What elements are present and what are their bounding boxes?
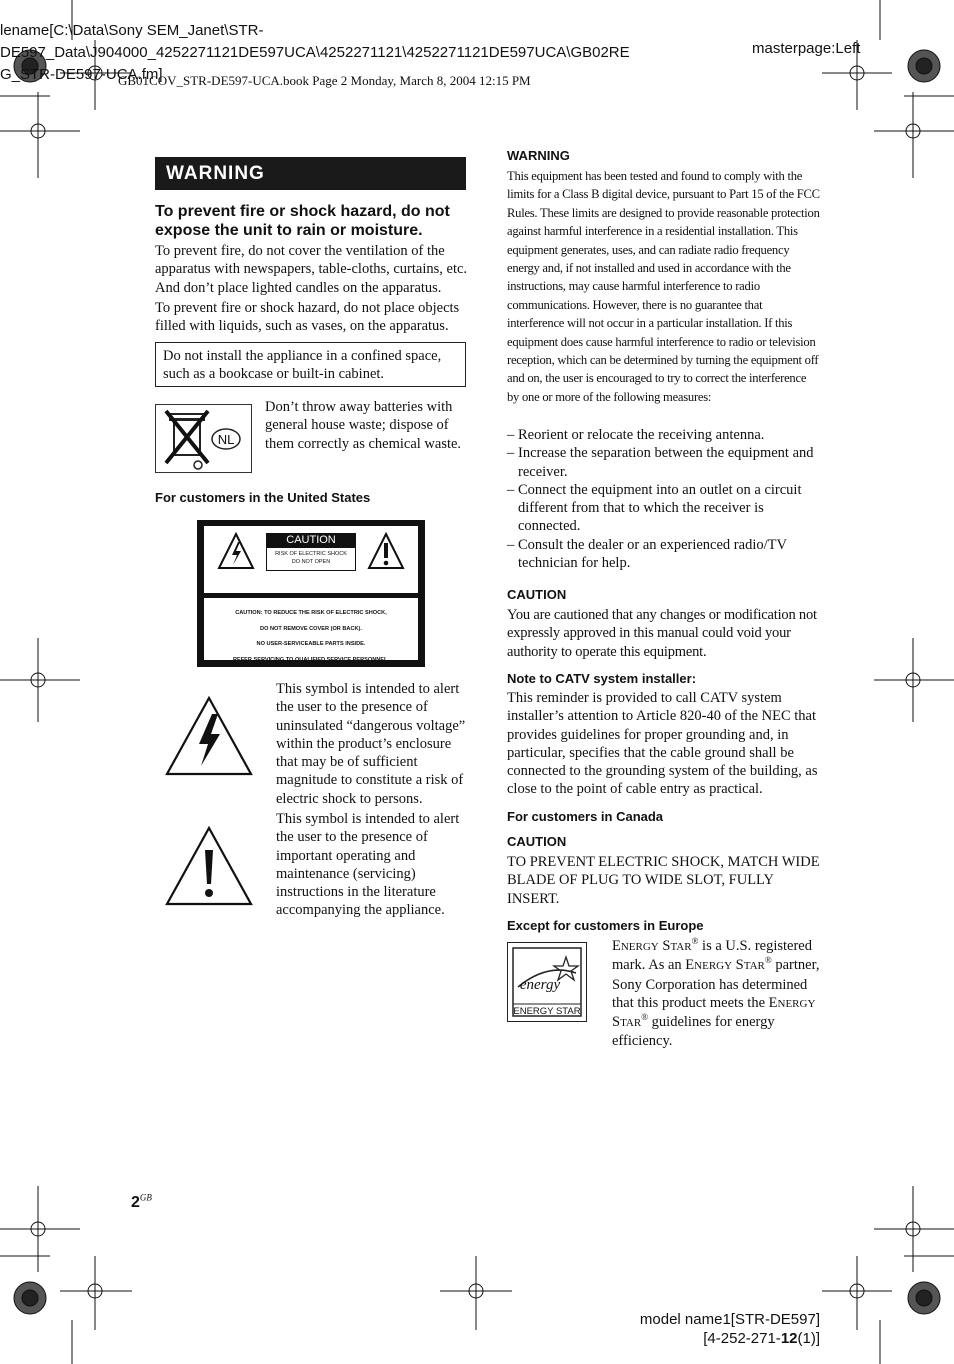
voltage-symbol-text: This symbol is intended to alert the user to the presence of uninsulated “dangerous voltage” within the product’s enclosure that may be of sufficient magnitude to constitute a risk of electric shock to persons. [276,681,466,807]
caution-label-line3: NO USER-SERVICEABLE PARTS INSIDE. [256,641,366,647]
caution-risk-line2: DO NOT OPEN [291,559,331,565]
exclamation-warning-icon [367,532,405,570]
canada-caution-heading: CAUTION [507,834,567,849]
battery-disposal-icon [155,404,252,473]
ventilation-paragraph: To prevent fire, do not cover the ventilation of the apparatus with newspapers, table-cloths, curtains, etc. And don’t place lighted candles on the apparatus. [155,243,468,296]
instructions-symbol-text: This symbol is intended to alert the user to the presence of important operating and maintenance (servicing) instructions in the literature accompanying the appliance. [276,811,460,919]
measures-list [507,426,821,572]
warning-title-bar: WARNING [155,157,466,190]
model-info [600,1310,820,1348]
installation-note-box: Do not install the appliance in a confined space, such as a bookcase or built-in cabinet. [155,342,466,387]
battery-disposal-text: Don’t throw away batteries with general house waste; dispose of them correctly as chemical waste. [265,399,462,452]
list-item: – Reorient or relocate the receiving antenna. [507,427,765,443]
model-line1: model name1[STR-DE597] [639,1311,820,1328]
caution-label-line1: CAUTION: TO REDUCE THE RISK OF ELECTRIC SHOCK, [235,610,387,616]
caution-heading: CAUTION [507,587,567,602]
catv-heading: Note to CATV system installer: [507,671,697,686]
energy-star-logo [507,942,587,1022]
battery-badge-text: NL [217,432,235,447]
canada-caution-text: TO PREVENT ELECTRIC SHOCK, MATCH WIDE BLADE OF PLUG TO WIDE SLOT, FULLY INSERT. [507,854,820,907]
fcc-warning-heading: WARNING [507,148,570,163]
model-line2: [4-252-271-12(1)] [703,1330,820,1347]
energy-logo-script: energy [519,977,561,993]
fire-shock-heading: To prevent fire or shock hazard, do not expose the unit to rain or moisture. [155,203,450,239]
list-item: – Consult the dealer or an experienced radio/TV technician for help. [507,536,787,572]
list-item: – Increase the separation between the equipment and receiver. [507,445,814,480]
energy-logo-label: ENERGY STAR [513,1006,581,1017]
masterpage-label: masterpage:Left [752,40,861,57]
dangerous-voltage-icon [165,696,253,776]
file-path-header: lename[C:\Data\Sony SEM_Janet\STR- DE597_Data\J904000_4252271121DE597UCA\4252271121\4252271121DE597UCA\GB02RE G_STR-DE597-UCA.fm] [0,22,630,83]
exclamation-symbol-icon [165,826,253,906]
energy-star-text: ENERGY STAR® is a U.S. registered mark. As an ENERGY STAR® partner, Sony Corporation has determined that this product meets the ENERGY STAR® guidelines for energy efficiency. [612,936,820,1050]
catv-text: This reminder is provided to call CATV system installer’s attention to Article 820-40 of the NEC that provides guidelines for proper grounding and, in particular, specifies that the cable ground shall be connected to the grounding system of the building, as close to the point of cable entry as practical. [507,690,818,798]
lightning-warning-icon [217,532,255,570]
list-item: – Connect the equipment into an outlet on a circuit different from that to which the receiver is connected. [507,481,802,535]
caution-label-line4: REFER SERVICING TO QUALIFIED SERVICE PERSONNEL. [232,656,390,663]
europe-heading: Except for customers in Europe [507,918,704,933]
us-customers-heading: For customers in the United States [155,490,371,505]
caution-label-title: CAUTION [266,533,356,547]
caution-label-line2: DO NOT REMOVE COVER (OR BACK). [260,625,362,632]
fcc-compliance-text: This equipment has been tested and found to comply with the limits for a Class B digital device, pursuant to Part 15 of the FCC Rules. These limits are designed to provide reasonable protection against harmful interference in a residential installation. This equipment generates, uses, and can radiate radio frequency energy and, if not installed and used in accordance with the instructions, may cause harmful interference to radio communications. However, there is no guarantee that interference will not occur in a particular installation. If this equipment does cause harmful interference to radio or television reception, which can be determined by turning the equipment off and on, the user is encouraged to try to correct the interference by one or more of the following measures: [507,169,820,404]
page-number: $2^{GB}$ [131,1192,152,1211]
caution-risk-line1: RISK OF ELECTRIC SHOCK [275,551,347,557]
caution-label-graphic [197,520,425,667]
liquids-paragraph: To prevent fire or shock hazard, do not place objects filled with liquids, such as vases, on the apparatus. [155,300,460,335]
book-info-line: GB01COV_STR-DE597-UCA.book Page 2 Monday, March 8, 2004 12:15 PM [118,73,531,88]
caution-text: You are cautioned that any changes or modification not expressly approved in this manual could void your authority to operate this equipment. [507,607,817,660]
canada-heading: For customers in Canada [507,809,664,824]
